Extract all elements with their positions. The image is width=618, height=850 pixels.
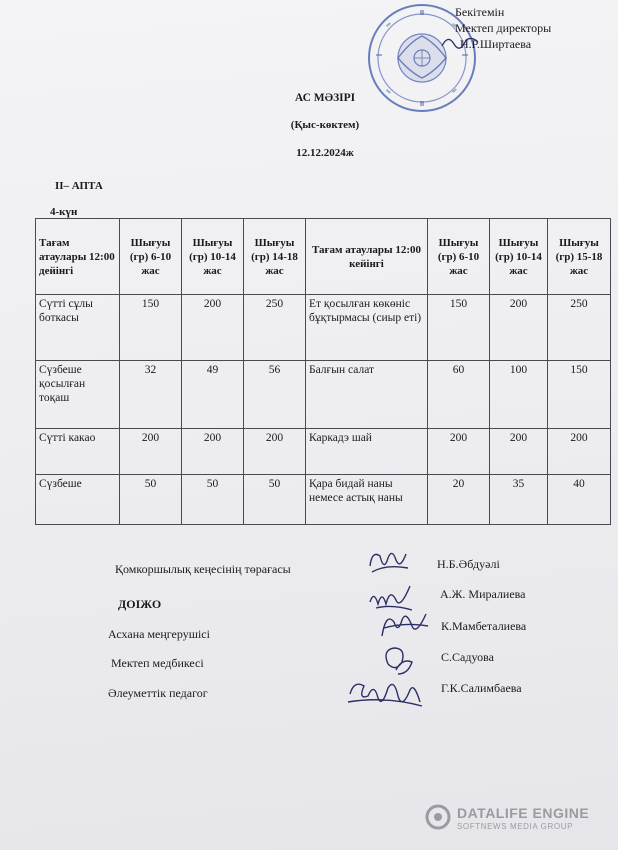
- signature-role: ДОІЖО: [118, 597, 162, 611]
- portion-cell: 250: [548, 295, 611, 361]
- table-row: [36, 361, 611, 429]
- director-signature: [440, 32, 480, 52]
- signature-name: Г.К.Салимбаева: [441, 681, 522, 695]
- table-row: [36, 295, 611, 361]
- signature-graphic: [366, 542, 414, 582]
- table-header-row: [36, 219, 611, 295]
- day-label: 4-күн: [50, 206, 78, 218]
- approval-label: Бекітемін: [455, 5, 505, 19]
- portion-cell: 50: [120, 475, 182, 525]
- signature-role: Мектеп медбикесі: [111, 656, 204, 670]
- portion-cell: 200: [182, 429, 244, 475]
- portion-cell: 150: [428, 295, 490, 361]
- signature-name: К.Мамбеталиева: [441, 619, 527, 633]
- season-label: (Қыс-көктем): [290, 119, 360, 131]
- portion-cell: 200: [428, 429, 490, 475]
- approval-position: Мектеп директоры: [455, 21, 552, 35]
- column-header: Шығуы (гр) 14-18 жас: [244, 219, 306, 295]
- table-row: [36, 475, 611, 525]
- portion-cell: 200: [120, 429, 182, 475]
- signature-name: А.Ж. Миралиева: [440, 587, 526, 601]
- portion-cell: 56: [244, 361, 306, 429]
- portion-cell: 200: [244, 429, 306, 475]
- signature-role: Қомкоршылық кеңесінің төрағасы: [115, 562, 291, 576]
- column-header: Тағам атаулары 12:00 кейінгі: [306, 219, 428, 295]
- signature-role: Асхана меңгерушісі: [108, 627, 210, 641]
- portion-cell: 200: [182, 295, 244, 361]
- portion-cell: 200: [490, 295, 548, 361]
- signature-name: Н.Б.Әбдуәлі: [437, 557, 500, 571]
- portion-cell: 100: [490, 361, 548, 429]
- portion-cell: 20: [428, 475, 490, 525]
- portion-cell: 40: [548, 475, 611, 525]
- menu-date: 12.12.2024ж: [296, 147, 354, 159]
- approval-director-name: Н.Р.Ширтаева: [460, 37, 532, 51]
- portion-cell: 60: [428, 361, 490, 429]
- portion-cell: 200: [548, 429, 611, 475]
- column-header: Шығуы (гр) 6-10 жас: [428, 219, 490, 295]
- column-header: Шығуы (гр) 10-14 жас: [182, 219, 244, 295]
- portion-cell: 35: [490, 475, 548, 525]
- column-header: Шығуы (гр) 15-18 жас: [548, 219, 611, 295]
- portion-cell: 250: [244, 295, 306, 361]
- portion-cell: 32: [120, 361, 182, 429]
- dish-after-noon: Ет қосылған көкөніс бұқтырмасы (сиыр еті): [306, 295, 428, 361]
- dish-before-noon: Сүтті какао: [36, 429, 120, 475]
- portion-cell: 49: [182, 361, 244, 429]
- dish-after-noon: Балғын салат: [306, 361, 428, 429]
- dish-before-noon: Сүзбеше: [36, 475, 120, 525]
- column-header: Шығуы (гр) 6-10 жас: [120, 219, 182, 295]
- portion-cell: 150: [120, 295, 182, 361]
- week-label: ІІ– АПТА: [55, 180, 103, 192]
- portion-cell: 50: [244, 475, 306, 525]
- dish-before-noon: Сүзбеше қосылған тоқаш: [36, 361, 120, 429]
- menu-table: [35, 218, 611, 525]
- watermark-title: DATALIFE ENGINE: [457, 805, 590, 821]
- watermark-subtitle: SOFTNEWS MEDIA GROUP: [457, 822, 574, 831]
- document-title: АС МӘЗІРІ: [294, 92, 356, 104]
- table-row: [36, 429, 611, 475]
- signature-name: С.Садуова: [441, 650, 494, 664]
- column-header: Шығуы (гр) 10-14 жас: [490, 219, 548, 295]
- portion-cell: 50: [182, 475, 244, 525]
- watermark: [425, 803, 610, 833]
- dish-after-noon: Қара бидай наны немесе астық наны: [306, 475, 428, 525]
- signature-graphic: [344, 672, 424, 716]
- column-header: Тағам атаулары 12:00 дейінгі: [36, 219, 120, 295]
- signature-role: Әлеуметтік педагог: [108, 686, 208, 700]
- watermark-logo-icon: [425, 804, 451, 830]
- portion-cell: 200: [490, 429, 548, 475]
- portion-cell: 150: [548, 361, 611, 429]
- dish-before-noon: Сүтті сұлы боткасы: [36, 295, 120, 361]
- dish-after-noon: Каркадэ шай: [306, 429, 428, 475]
